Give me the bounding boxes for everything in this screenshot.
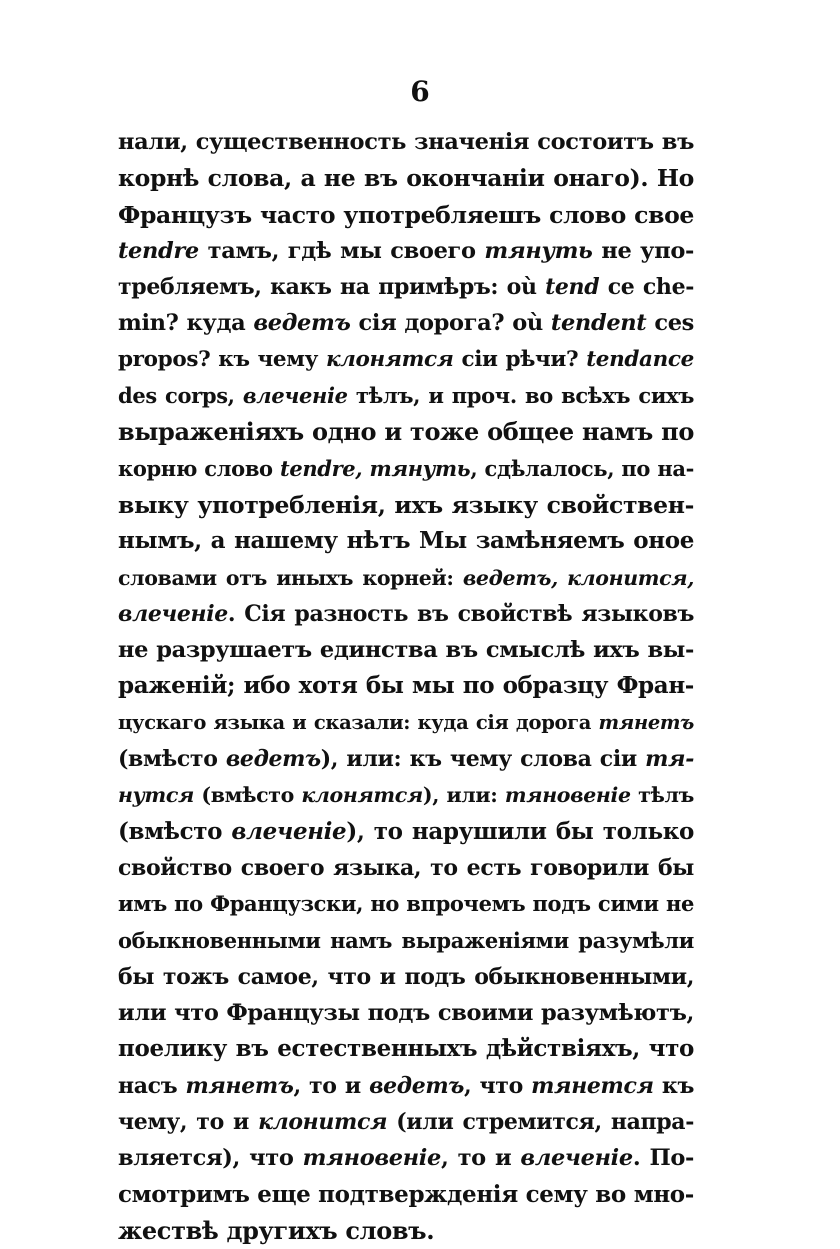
text-segment: Французъ часто употребляешъ слово свое [118, 200, 694, 229]
text-line [118, 923, 694, 959]
text-segment: des corps, [118, 383, 243, 409]
text-segment: ), или: [422, 783, 505, 808]
text-segment: не разрушаетъ единства въ смыслѣ ихъ вы- [118, 637, 694, 664]
text-segment: ce che- [599, 274, 694, 301]
text-segment: тѣлъ, и проч. во всѣхъ сихъ [347, 383, 694, 409]
text-segment: корню слово [118, 455, 280, 481]
italic-text: тянетъ [185, 1072, 294, 1099]
text-line [118, 1213, 694, 1249]
italic-text: tend [545, 274, 600, 301]
text-line [118, 1068, 694, 1104]
text-line [118, 160, 694, 196]
italic-text: влеченіе [520, 1145, 633, 1172]
text-segment: обыкновенными намъ выраженіями разумѣли [118, 927, 694, 953]
text-segment: ), или: къ чему слова сіи [320, 746, 646, 773]
italic-text: тянетъ [598, 710, 694, 734]
text-line [118, 1177, 694, 1213]
text-segment: , то и [440, 1145, 521, 1172]
text-segment: ), то нарушили бы только [346, 817, 694, 845]
text-segment: выку употребленія, ихъ языку свойствен- [118, 490, 694, 519]
text-line [118, 850, 694, 886]
text-line [118, 886, 694, 922]
text-line [118, 705, 694, 741]
text-line [118, 814, 694, 850]
text-segment: вляется), что [118, 1145, 303, 1172]
text-segment: свойство своего языка, то есть говорили бы [118, 854, 694, 881]
text-segment: словами отъ иныхъ корней: [118, 565, 463, 590]
text-segment: (вмѣсто [118, 746, 226, 773]
text-segment: цускаго языка и сказали: куда сія дорога [118, 710, 599, 734]
italic-text: tendre, тянуть [279, 455, 471, 481]
text-segment: (вмѣсто [118, 817, 232, 845]
text-line [118, 233, 694, 269]
italic-text: клонится [258, 1109, 388, 1136]
text-segment: , то и [293, 1072, 370, 1099]
text-line [118, 487, 694, 523]
text-segment: жествѣ другихъ словъ. [118, 1215, 435, 1245]
italic-text: тянется [531, 1072, 654, 1099]
text-line [118, 378, 694, 414]
text-line [118, 560, 694, 596]
text-line [118, 451, 694, 487]
text-line [118, 1031, 694, 1067]
text-segment: min? куда [118, 310, 254, 337]
text-segment: . По- [632, 1145, 694, 1172]
italic-text: tendent [550, 310, 647, 337]
text-line [118, 596, 694, 632]
text-segment: не упо- [592, 237, 694, 264]
italic-text: тяновеніе [302, 1145, 441, 1172]
text-segment: , сдѣлалось, по на- [470, 455, 694, 481]
italic-text: ведетъ, клонится, [462, 565, 694, 590]
text-segment: нали, существенность значенія состоитъ въ [118, 129, 694, 155]
text-segment: имъ по Французски, но впрочемъ подъ сими не [118, 891, 694, 917]
italic-text: клонятся [301, 783, 423, 808]
text-line [118, 305, 694, 341]
italic-text: ведетъ [369, 1072, 464, 1099]
text-line [118, 777, 694, 813]
italic-text: tendre [118, 237, 199, 264]
text-segment: раженій; ибо хотя бы мы по образцу Фран- [118, 672, 694, 700]
text-segment: нымъ, а нашему нѣтъ Мы замѣняемъ оное [118, 527, 694, 555]
text-line [118, 523, 694, 559]
text-segment: сіи рѣчи? [453, 346, 587, 372]
italic-text: влеченіе [118, 600, 228, 627]
text-line [118, 1104, 694, 1140]
text-line [118, 1140, 694, 1176]
text-segment: (или стремится, напра- [387, 1109, 694, 1136]
text-line [118, 959, 694, 995]
italic-text: tendance [586, 346, 694, 372]
text-segment: , что [463, 1072, 532, 1099]
text-segment: тѣлъ [630, 783, 694, 808]
italic-text: тяновеніе [504, 783, 631, 808]
text-segment: смотримъ еще подтвержденія сему во мно- [118, 1180, 694, 1208]
text-segment: . Сія разность въ свойствѣ языковъ [227, 600, 694, 627]
page-number: 6 [410, 75, 430, 108]
text-line [118, 269, 694, 305]
text-segment: насъ [118, 1072, 186, 1099]
text-segment: propos? къ чему [118, 346, 326, 372]
text-line [118, 342, 694, 378]
text-line [118, 995, 694, 1031]
text-segment: чему, то и [118, 1109, 259, 1136]
italic-text: влеченіе [231, 817, 347, 845]
text-segment: корнѣ слова, а не въ окончаніи онаго). Но [118, 164, 694, 193]
text-line [118, 124, 694, 160]
text-segment: ces [646, 310, 694, 337]
body-text [118, 124, 694, 1249]
text-segment: или что Французы подъ своими разумѣютъ, [118, 1000, 694, 1027]
text-segment: къ [653, 1072, 694, 1099]
italic-text: нутся [118, 783, 194, 808]
italic-text: ведетъ [253, 310, 351, 337]
text-line [118, 414, 694, 450]
text-segment: тамъ, гдѣ мы своего [198, 237, 485, 264]
italic-text: ведетъ [225, 746, 321, 773]
italic-text: клонятся [325, 346, 454, 372]
italic-text: тя- [645, 746, 694, 773]
text-line [118, 632, 694, 668]
italic-text: тянуть [484, 237, 593, 264]
italic-text: влеченіе [242, 383, 348, 409]
text-segment: поелику въ естественныхъ дѣйствіяхъ, что [118, 1035, 694, 1063]
text-segment: сія дорога? où [350, 310, 551, 337]
text-line [118, 668, 694, 704]
text-segment: (вмѣсто [193, 783, 302, 808]
text-segment: выраженіяхъ одно и тоже общее намъ по [118, 417, 694, 447]
text-line [118, 197, 694, 233]
text-segment: бы тожъ самое, что и подъ обыкновенными, [118, 963, 694, 990]
text-segment: требляемъ, какъ на примѣръ: où [118, 274, 546, 301]
text-line [118, 741, 694, 777]
